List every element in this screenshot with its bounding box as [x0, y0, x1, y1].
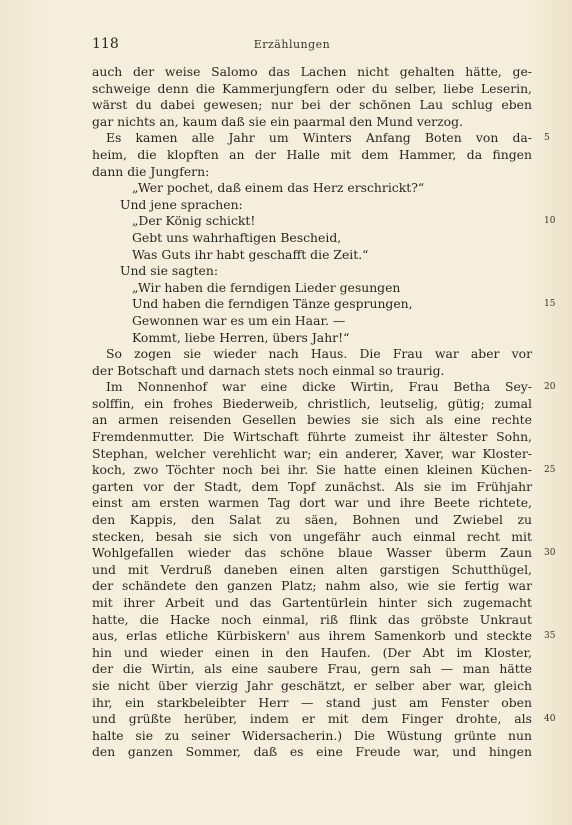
text-line: [92, 164, 532, 181]
text-line-content: Stephan, welcher verehlicht war; ein anderer, Xaver, war Kloster-: [92, 445, 532, 461]
text-line: [92, 114, 532, 131]
text-line: [92, 81, 532, 98]
text-line-content: Fremdenmutter. Die Wirtschaft führte zumeist ihr ältester Sohn,: [92, 429, 532, 445]
text-line-content: gar nichts an, kaum daß sie ein paarmal den Mund verzog.: [92, 113, 463, 129]
text-line-content: garten vor der Stadt, dem Topf zunächst. Als sie im Frühjahr: [92, 478, 532, 494]
text-line: [92, 230, 532, 247]
text-line-content: der Botschaft und darnach stets noch einmal so traurig.: [92, 362, 445, 378]
text-line-content: den Kappis, den Salat zu säen, Bohnen und Zwiebel zu: [92, 512, 532, 528]
text-line: [92, 645, 532, 662]
text-line-content: Und haben die ferndigen Tänze gesprungen,: [132, 296, 413, 312]
text-line-content: Im Nonnenhof war eine dicke Wirtin, Frau Betha Sey-: [106, 379, 532, 395]
text-line: [92, 296, 556, 313]
text-line-content: aus, erlas etliche Kürbiskern' aus ihrem Samenkorb und steckte: [92, 628, 532, 644]
text-line: [92, 595, 532, 612]
text-line: [92, 562, 532, 579]
text-line: [92, 512, 532, 529]
line-number: 25: [544, 465, 556, 476]
line-number: 35: [544, 631, 556, 642]
line-number: 20: [544, 382, 556, 393]
text-line: [92, 529, 532, 546]
text-line-content: Es kamen alle Jahr um Winters Anfang Boten von da-: [106, 130, 532, 146]
text-line: [92, 130, 550, 147]
text-line-content: Wohlgefallen wieder das schöne blaue Wasser überm Zaun: [92, 545, 532, 561]
text-line: [92, 180, 532, 197]
text-line-content: Und jene sprachen:: [120, 196, 243, 212]
text-line: [92, 379, 556, 396]
text-line-content: wärst du dabei gewesen; nur bei der schönen Lau schlug eben: [92, 97, 532, 113]
line-number: 5: [544, 133, 550, 144]
text-line-content: heim, die klopften an der Halle mit dem Hammer, da fingen: [92, 146, 532, 162]
text-line: [92, 97, 532, 114]
text-line-content: Gewonnen war es um ein Haar. —: [132, 312, 346, 328]
text-line: [92, 330, 532, 347]
text-line-content: mit ihrer Arbeit und das Gartentürlein hinter sich zugemacht: [92, 595, 532, 610]
body-text: [92, 64, 556, 761]
text-line-content: „Der König schickt!: [132, 213, 256, 229]
text-line-content: an armen reisenden Gesellen bewies sie sich als eine rechte: [92, 412, 532, 428]
text-line: [92, 429, 532, 446]
text-line-content: koch, zwo Töchter noch bei ihr. Sie hatte einen kleinen Küchen-: [92, 462, 532, 478]
text-line: [92, 612, 532, 629]
text-line: [92, 396, 532, 413]
text-line: [92, 363, 532, 380]
text-line-content: der die Wirtin, als eine saubere Frau, gern sah — man hätte: [92, 661, 532, 677]
text-line-content: dann die Jungfern:: [92, 163, 210, 179]
line-number: 30: [544, 548, 556, 559]
text-line-content: solffin, ein frohes Biederweib, christlich, leutselig, gütig; zumal: [92, 395, 532, 411]
text-line-content: So zogen sie wieder nach Haus. Die Frau war aber vor: [106, 346, 532, 362]
text-line-content: „Wer pochet, daß einem das Herz erschrickt?“: [132, 180, 425, 196]
text-line-content: halte sie zu seiner Widersacherin.) Die Wüstung grünte nun: [92, 727, 532, 743]
text-line-content: hatte, die Hacke noch einmal, riß flink das gröbste Unkraut: [92, 611, 532, 627]
text-line: [92, 462, 556, 479]
text-line-content: auch der weise Salomo das Lachen nicht gehalten hätte, ge-: [92, 64, 532, 79]
text-line-content: schweige denn die Kammerjungfern oder du selber, liebe Leserin,: [92, 80, 532, 96]
line-number: 15: [544, 299, 556, 310]
page-number: 118: [92, 36, 119, 52]
text-line-content: sie nicht über vierzig Jahr geschätzt, er selber aber war, gleich: [92, 677, 532, 693]
text-line-content: und mit Verdruß daneben einen alten garstigen Schutthügel,: [92, 561, 532, 577]
text-line-content: Gebt uns wahrhaftigen Bescheid,: [132, 229, 342, 245]
text-line: [92, 280, 532, 297]
line-number: 40: [544, 714, 556, 725]
text-line: [92, 446, 532, 463]
text-line: [92, 263, 532, 280]
page-header: [92, 36, 492, 56]
text-line: [92, 197, 532, 214]
text-line: [92, 412, 532, 429]
text-line-content: „Wir haben die ferndigen Lieder gesungen: [132, 279, 401, 295]
text-line-content: Was Guts ihr habt geschafft die Zeit.“: [132, 246, 369, 262]
text-line-content: den ganzen Sommer, daß es eine Freude war, und hingen: [92, 744, 532, 760]
text-line-content: stecken, besah sie sich von ungefähr auch einmal recht mit: [92, 528, 532, 544]
text-line: [92, 578, 532, 595]
text-line-content: einst am ersten warmen Tag dort war und ihre Beete richtete,: [92, 495, 532, 511]
text-line: [92, 313, 532, 330]
text-line: [92, 695, 532, 712]
text-line: [92, 147, 532, 164]
text-line: [92, 711, 556, 728]
text-line: [92, 678, 532, 695]
text-line: [92, 213, 556, 230]
text-line: [92, 661, 532, 678]
line-number: 10: [544, 216, 556, 227]
text-line: [92, 479, 532, 496]
text-line: [92, 728, 532, 745]
text-line-content: ihr, ein starkbeleibter Herr — stand just am Fenster oben: [92, 694, 532, 710]
text-line-content: Kommt, liebe Herren, übers Jahr!“: [132, 329, 350, 345]
text-line-content: hin und wieder einen in den Haufen. (Der Abt im Kloster,: [92, 644, 532, 660]
text-line: [92, 545, 556, 562]
text-line: [92, 64, 532, 81]
text-line: [92, 628, 556, 645]
text-line: [92, 495, 532, 512]
text-line-content: der schändete den ganzen Platz; nahm also, wie sie fertig war: [92, 578, 532, 594]
text-line-content: Und sie sagten:: [120, 263, 219, 279]
text-line: [92, 346, 532, 363]
running-title: Erzählungen: [253, 38, 331, 51]
text-line-content: und grüßte herüber, indem er mit dem Finger drohte, als: [92, 711, 532, 727]
text-line: [92, 247, 532, 264]
text-line: [92, 744, 532, 761]
